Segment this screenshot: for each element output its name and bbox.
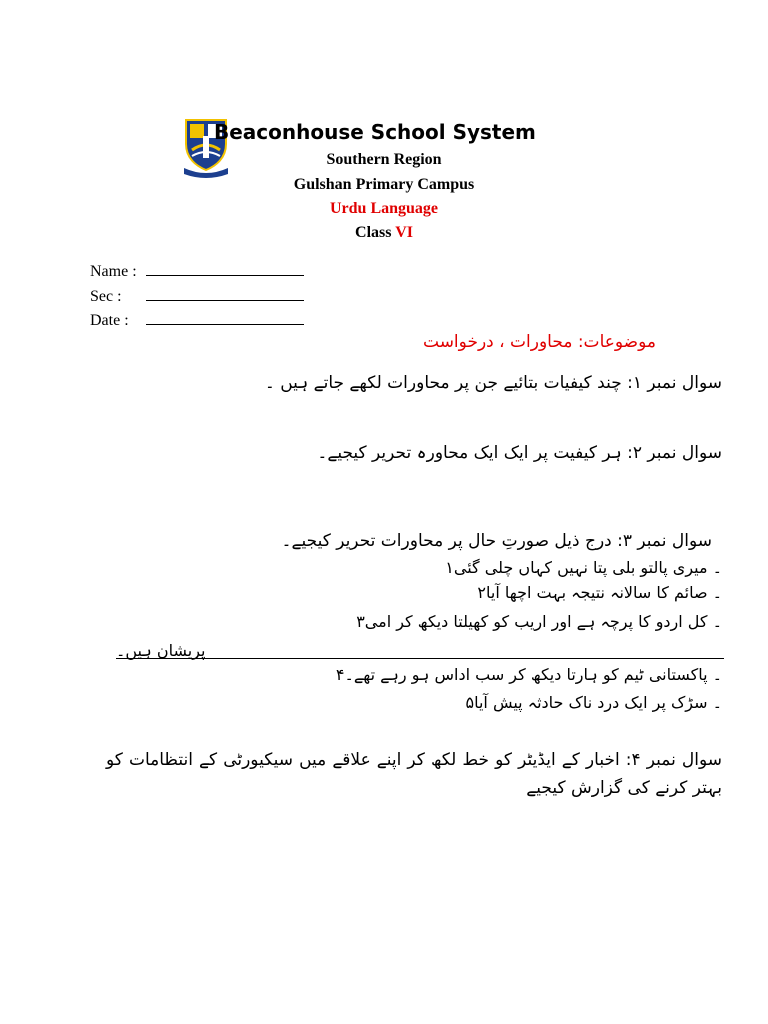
question-2: سوال نمبر ۲: ہر کیفیت پر ایک ایک محاورہ تحریر کیجیے۔: [317, 443, 722, 463]
school-name: Beaconhouse School System: [214, 120, 536, 144]
date-label: Date :: [90, 312, 129, 329]
class-line: [0, 223, 768, 243]
list-item: ۔ میری پالتو بلی پتا نہیں کہاں چلی گئی۱: [445, 558, 722, 577]
topics-heading: موضوعات: محاورات ، درخواست: [423, 332, 656, 352]
section-label: Sec :: [90, 288, 122, 305]
question-4: سوال نمبر ۴: اخبار کے ایڈیٹر کو خط لکھ کر اپنے علاقے میں سیکیورٹی کے انتظامات کو بہتر کرنے کی گزارش کیجیے: [106, 750, 723, 798]
section-line[interactable]: [146, 284, 304, 301]
question-1: سوال نمبر ۱: چند کیفیات بتائیے جن پر محاورات لکھے جاتے ہیں ۔: [264, 373, 722, 393]
list-item: ۔ کل اردو کا پرچہ ہے اور اریب کو کھیلتا دیکھ کر امی۳: [356, 612, 722, 631]
name-label: Name :: [90, 263, 137, 280]
answer-line: [116, 658, 724, 659]
name-field[interactable]: [90, 259, 304, 282]
class-value: VI: [395, 224, 413, 241]
name-line[interactable]: [146, 259, 304, 276]
region-line: Southern Region: [326, 151, 442, 168]
section-field[interactable]: [90, 284, 304, 307]
campus-line: Gulshan Primary Campus: [293, 176, 475, 193]
list-item: ۔ سڑک پر ایک درد ناک حادثہ پیش آیا۵: [465, 693, 722, 712]
date-line[interactable]: [146, 308, 304, 325]
date-field[interactable]: [90, 308, 304, 331]
list-item: ۔ صائم کا سالانہ نتیجہ بہت اچھا آیا۲: [477, 583, 722, 602]
list-item: پریشان ہیں۔: [116, 641, 206, 660]
question-3: سوال نمبر ۳: درج ذیل صورتِ حال پر محاورات تحریر کیجیے۔: [281, 531, 712, 551]
class-label: Class: [355, 224, 392, 241]
list-item: ۔ پاکستانی ٹیم کو ہارتا دیکھ کر سب اداس ہو رہے تھے۔۴: [335, 665, 722, 684]
subject-line: Urdu Language: [329, 200, 439, 217]
